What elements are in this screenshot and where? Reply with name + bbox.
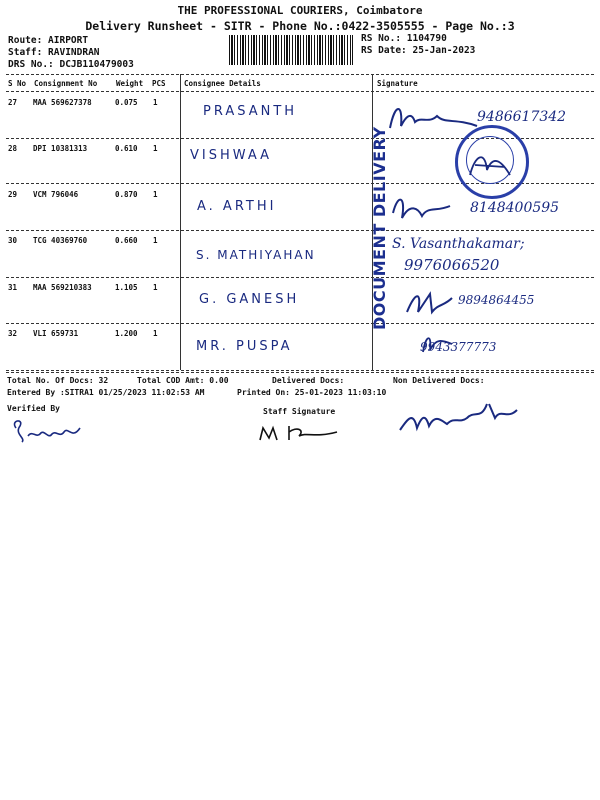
row-weight: 1.105 [115,283,138,292]
rule [6,370,594,371]
drs-number: DRS No.: DCJB110479003 [8,59,134,70]
total-docs: Total No. Of Docs: 32 [7,376,109,385]
row-weight: 0.075 [115,98,138,107]
receiver-phone: 9486617342 [477,109,567,125]
barcode [229,35,353,65]
column-divider [180,74,181,370]
staff-signature-label: Staff Signature [263,407,336,416]
row-consignment: MAA 569210383 [33,283,92,292]
verified-by-label: Verified By [7,404,60,413]
rule [6,323,594,324]
row-weight: 0.870 [115,190,138,199]
receiver-phone: 9976066520 [404,256,500,274]
row-weight: 0.660 [115,236,138,245]
delivered-docs: Delivered Docs: [272,376,345,385]
consignee-name: MR. PUSPA [196,339,293,354]
row-pcs: 1 [153,283,158,292]
col-header-sno: S No [8,79,27,88]
company-title: THE PROFESSIONAL COURIERS, Coimbatore [177,4,423,17]
non-delivered-docs: Non Delivered Docs: [393,376,485,385]
receiver-phone: 9894864455 [458,293,535,307]
entered-by: Entered By :SITRA1 01/25/2023 11:02:53 AM [7,388,205,397]
rule [6,91,594,92]
staff-signature [255,420,345,448]
row-pcs: 1 [153,190,158,199]
col-header-consignment: Consignment No [34,79,98,88]
row-consignment: MAA 569627378 [33,98,92,107]
consignee-name: A. ARTHI [197,199,277,214]
col-header-signature: Signature [377,79,418,88]
consignee-name: G. GANESH [199,292,300,307]
row-pcs: 1 [153,98,158,107]
col-header-weight: Weight [116,79,144,88]
col-header-pcs: PCS [152,79,166,88]
verifier-signature [10,418,90,446]
consignee-name: PRASANTH [203,104,298,119]
receiver-name: S. Vasanthakamar; [392,236,525,252]
row-sno: 28 [8,144,18,153]
receiver-phone: 9943377773 [420,340,497,354]
row-consignment: VCM 796046 [33,190,79,199]
total-cod: Total COD Amt: 0.00 [137,376,229,385]
rule [6,230,594,231]
consignee-name: S. MATHIYAHAN [196,248,316,262]
rule [6,74,594,75]
staff-label: Staff: RAVINDRAN [8,47,100,58]
row-weight: 1.200 [115,329,138,338]
row-pcs: 1 [153,144,158,153]
col-header-consignee: Consignee Details [184,79,261,88]
document-delivery-stamp: DOCUMENT DELIVERY [370,126,389,330]
row-pcs: 1 [153,236,158,245]
row-consignment: TCG 40369760 [33,236,88,245]
rs-date: RS Date: 25-Jan-2023 [361,45,476,56]
row-sno: 31 [8,283,18,292]
signature-scribble [465,145,515,185]
row-pcs: 1 [153,329,158,338]
receiver-signature [395,390,525,440]
signature-scribble [388,188,458,228]
signature-scribble [402,282,457,322]
consignee-name: VISHWAA [190,148,273,163]
printed-on: Printed On: 25-01-2023 11:03:10 [237,388,387,397]
row-sno: 32 [8,329,18,338]
runsheet-subtitle: Delivery Runsheet - SITR - Phone No.:0422-3505555 - Page No.:3 [85,19,515,33]
rule [6,277,594,278]
row-sno: 27 [8,98,18,107]
row-consignment: DPI 10381313 [33,144,88,153]
row-weight: 0.610 [115,144,138,153]
rule [6,372,594,373]
route-label: Route: AIRPORT [8,35,89,46]
row-sno: 29 [8,190,18,199]
row-consignment: VLI 659731 [33,329,79,338]
row-sno: 30 [8,236,18,245]
rs-number: RS No.: 1104790 [361,33,447,44]
signature-scribble [418,330,458,358]
receiver-phone: 8148400595 [470,200,560,216]
